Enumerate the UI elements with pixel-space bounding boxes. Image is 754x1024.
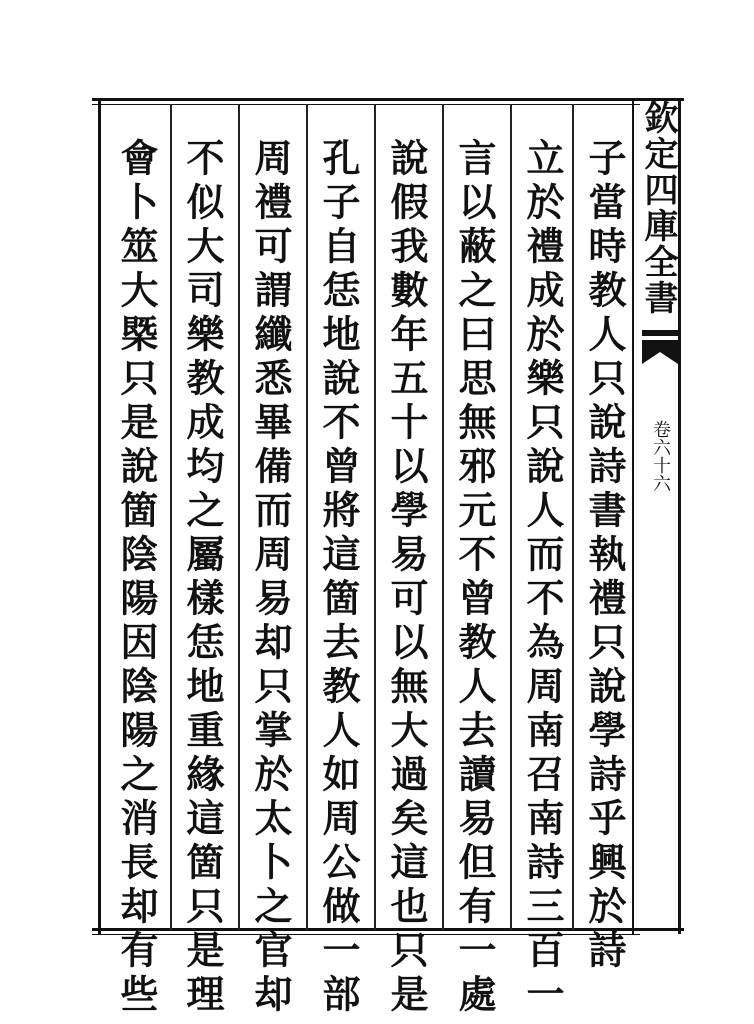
column-divider — [170, 104, 172, 930]
column-divider — [442, 104, 444, 930]
column-divider — [306, 104, 308, 930]
text-column-6: 周禮可謂纖悉畢備而周易却只掌於太卜之官却 — [248, 138, 293, 1018]
text-column-5: 孔子自恁地說不曾將這箇去教人如周公做一部 — [316, 138, 361, 1018]
margin-divider — [632, 98, 634, 934]
column-divider — [510, 104, 512, 930]
book-title: 欽定四庫全書 — [638, 100, 678, 316]
text-column-3: 言以蔽之曰思無邪元不曾教人去讀易但有一處 — [452, 138, 497, 1018]
text-column-4: 說假我數年五十以學易可以無大過矣這也只是 — [384, 138, 429, 1018]
column-divider — [238, 104, 240, 930]
left-border — [98, 98, 101, 934]
right-border — [678, 98, 681, 934]
top-border — [92, 98, 684, 101]
text-column-2: 立於禮成於樂只說人而不為周南召南詩三百一 — [520, 138, 565, 1018]
chapter-label: 卷六十六 — [650, 420, 671, 492]
text-column-7: 不似大司樂教成均之屬樣恁地重緣這箇只是理 — [180, 138, 225, 1018]
text-column-8: 會卜筮大槩只是說箇陰陽因陰陽之消長却有些 — [114, 138, 159, 1018]
column-divider — [374, 104, 376, 930]
column-divider — [572, 104, 574, 930]
top-border-inner — [92, 104, 640, 105]
text-column-1: 子當時教人只說詩書執禮只說學詩乎興於詩 — [582, 138, 627, 974]
fishtail-mark — [642, 330, 678, 370]
